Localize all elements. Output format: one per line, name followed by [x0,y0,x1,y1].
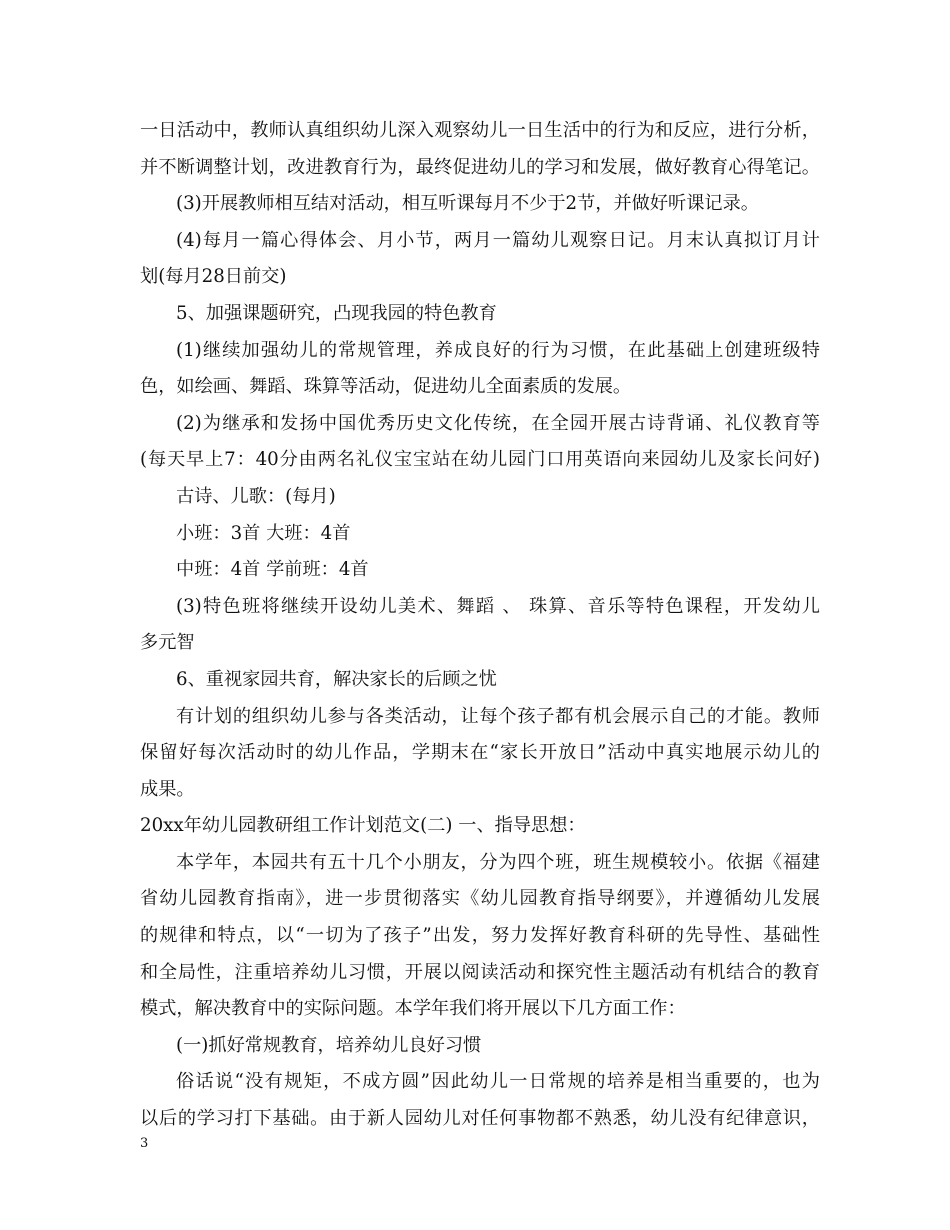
text-line: (3)特色班将继续开设幼儿美术、舞蹈 、 珠算、音乐等特色课程，开发幼儿 [176,595,820,617]
text-line: 省幼儿园教育指南》，进一步贯彻落实《幼儿园教育指导纲要》，并遵循幼儿发展 [140,888,820,910]
text-line: 模式，解决教育中的实际问题。本学年我们将开展以下几方面工作： [140,998,686,1020]
text-line: 古诗、儿歌：(每月) [176,485,336,507]
text-line: 成果。 [140,778,195,800]
text-line: 5、加强课题研究，凸现我园的特色教育 [176,302,497,324]
text-line: 划(每月28日前交) [140,266,287,288]
page-number: 3 [140,1136,149,1151]
text-line: 以后的学习打下基础。由于新人园幼儿对任何事物都不熟悉，幼儿没有纪律意识， [140,1108,820,1130]
text-line: 本学年，本园共有五十几个小朋友，分为四个班，班生规模较小。依据《福建 [176,851,820,873]
text-line: 多元智 [140,632,195,654]
text-line: 一日活动中，教师认真组织幼儿深入观察幼儿一日生活中的行为和反应，进行分析， [140,120,820,141]
text-line: 有计划的组织幼儿参与各类活动，让每个孩子都有机会展示自己的才能。教师 [176,705,820,727]
document-body [140,113,820,1138]
text-line: (1)继续加强幼儿的常规管理，养成良好的行为习惯，在此基础上创建班级特 [176,339,820,361]
text-line: 色，如绘画、舞蹈、珠算等活动，促进幼儿全面素质的发展。 [140,376,632,398]
text-line: 的规律和特点，以“一切为了孩子”出发，努力发挥好教育科研的先导性、基础性 [140,925,820,947]
text-line: 保留好每次活动时的幼儿作品，学期末在“家长开放日”活动中真实地展示幼儿的 [140,742,820,764]
text-line: (一)抓好常规教育，培养幼儿良好习惯 [176,1034,482,1056]
text-line: (3)开展教师相互结对活动，相互听课每月不少于2节，并做好听课记录。 [176,193,759,215]
text-line: 6、重视家园共育，解决家长的后顾之忧 [176,668,497,690]
text-line: 并不断调整计划，改进教育行为，最终促进幼儿的学习和发展，做好教育心得笔记。 [140,156,820,178]
text-line: (4)每月一篇心得体会、月小节，两月一篇幼儿观察日记。月末认真拟订月计 [176,229,820,251]
text-line: 俗话说“没有规矩，不成方圆”因此幼儿一日常规的培养是相当重要的，也为 [176,1071,820,1093]
text-line: (2)为继承和发扬中国优秀历史文化传统，在全园开展古诗背诵、礼仪教育等 [176,412,820,434]
text-line: 和全局性，注重培养幼儿习惯，开展以阅读活动和探究性主题活动有机结合的教育 [140,961,820,983]
text-line: 20xx年幼儿园教研组工作计划范文(二) 一、指导思想： [140,815,586,837]
text-line: 小班：3首 大班：4首 [176,522,351,544]
text-line: (每天早上7：40分由两名礼仪宝宝站在幼儿园门口用英语向来园幼儿及家长问好) [140,449,820,471]
text-line: 中班：4首 学前班：4首 [176,559,369,581]
